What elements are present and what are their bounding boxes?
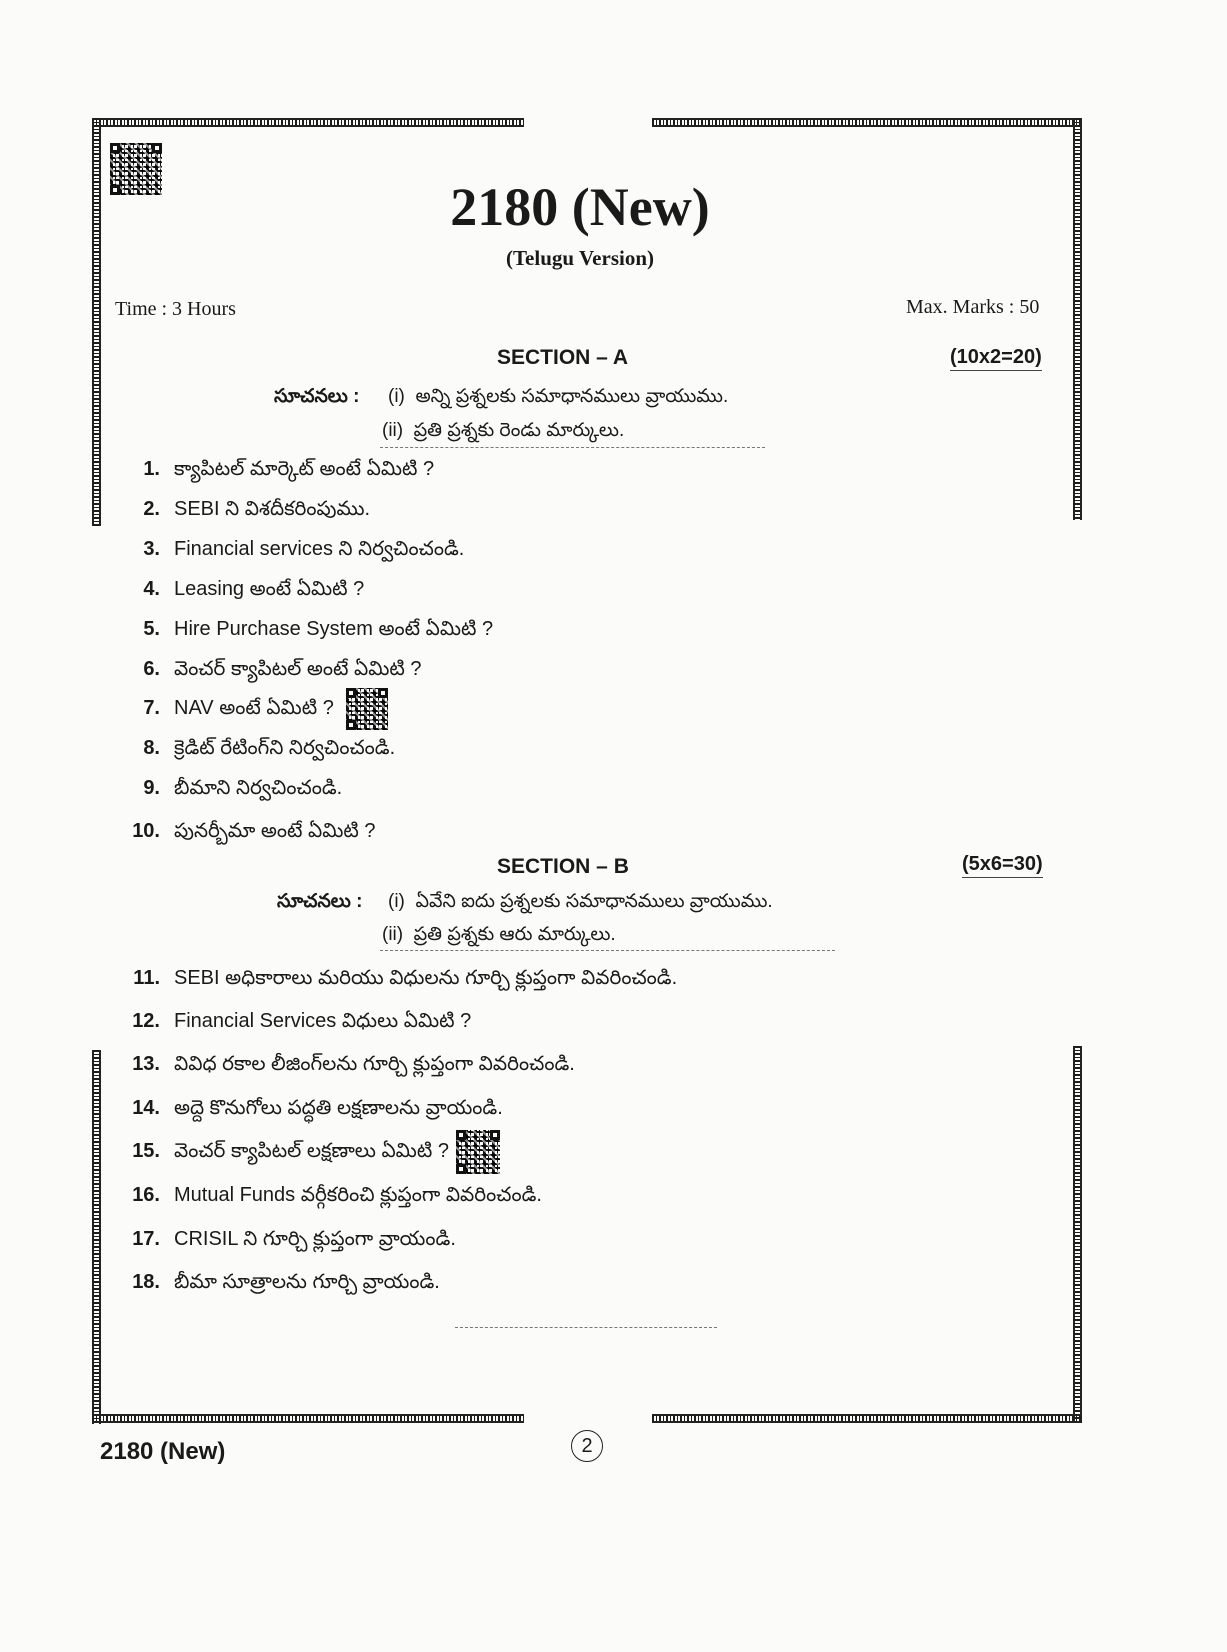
question-7: 7. NAV అంటే ఏమిటి ? [143,697,334,719]
qr-code-icon [456,1130,500,1174]
section-b-instruction-2: (ii) ప్రతి ప్రశ్నకు ఆరు మార్కులు. [382,924,616,945]
question-17: 17. CRISIL ని గూర్చి క్లుప్తంగా వ్రాయండి. [132,1228,456,1250]
question-1: 1. క్యాపిటల్ మార్కెట్ అంటే ఏమిటి ? [143,458,435,480]
question-5: 5. Hire Purchase System అంటే ఏమిటి ? [143,618,494,640]
max-marks: Max. Marks : 50 [906,296,1040,318]
section-a-rule [380,447,765,448]
section-a-instruction-1: (i) అన్ని ప్రశ్నలకు సమాధానములు వ్రాయుము. [388,386,729,407]
question-2: 2. SEBI ని విశదీకరింపుము. [143,498,371,520]
section-b-marks: (5x6=30) [962,853,1043,876]
bottom-border-left [92,1414,524,1423]
left-border-bottom [92,1050,101,1424]
question-15: 15. వెంచర్ క్యాపిటల్ లక్షణాలు ఏమిటి ? [132,1140,449,1162]
bottom-border-right [652,1414,1082,1423]
section-a-instruction-label: సూచనలు : [274,386,360,407]
question-14: 14. అద్దె కొనుగోలు పద్ధతి లక్షణాలను వ్రాయండి. [132,1097,503,1119]
question-13: 13. వివిధ రకాల లీజింగ్‌లను గూర్చి క్లుప్తంగా వివరించండి. [132,1053,575,1075]
end-rule [455,1327,717,1328]
section-b-heading: SECTION – B [497,855,629,878]
time-allowed: Time : 3 Hours [115,298,236,320]
section-b-rule [380,950,835,951]
question-9: 9. బీమాని నిర్వచించండి. [143,777,343,799]
section-a-heading: SECTION – A [497,346,629,369]
section-a-instruction-2: (ii) ప్రతి ప్రశ్నకు రెండు మార్కులు. [382,420,625,441]
question-10: 10. పునర్బీమా అంటే ఏమిటి ? [132,820,376,842]
qr-code-icon [346,688,388,730]
section-b-instruction-label: సూచనలు : [277,891,363,912]
question-11: 11. SEBI అధికారాలు మరియు విధులను గూర్చి క్లుప్తంగా వివరించండి. [133,967,678,989]
paper-title: 2180 (New) [450,177,710,237]
question-6: 6. వెంచర్ క్యాపిటల్ అంటే ఏమిటి ? [143,658,422,680]
question-12: 12. Financial Services విధులు ఏమిటి ? [132,1010,472,1032]
top-border-left [92,118,524,127]
footer-paper-code: 2180 (New) [100,1438,226,1465]
question-16: 16. Mutual Funds వర్గీకరించి క్లుప్తంగా వివరించండి. [132,1184,542,1206]
section-b-instruction-1: (i) ఏవేని ఐదు ప్రశ్నలకు సమాధానములు వ్రాయుము. [388,891,773,912]
question-3: 3. Financial services ని నిర్వచించండి. [143,538,465,560]
question-8: 8. క్రెడిట్ రేటింగ్‌ని నిర్వచించండి. [143,737,396,759]
question-4: 4. Leasing అంటే ఏమిటి ? [143,578,365,600]
question-18: 18. బీమా సూత్రాలను గూర్చి వ్రాయండి. [132,1271,440,1293]
top-border-right [652,118,1082,127]
page-number: 2 [571,1430,603,1462]
paper-subtitle: (Telugu Version) [505,246,654,270]
right-border-bottom [1073,1046,1082,1422]
section-a-marks: (10x2=20) [950,346,1042,369]
